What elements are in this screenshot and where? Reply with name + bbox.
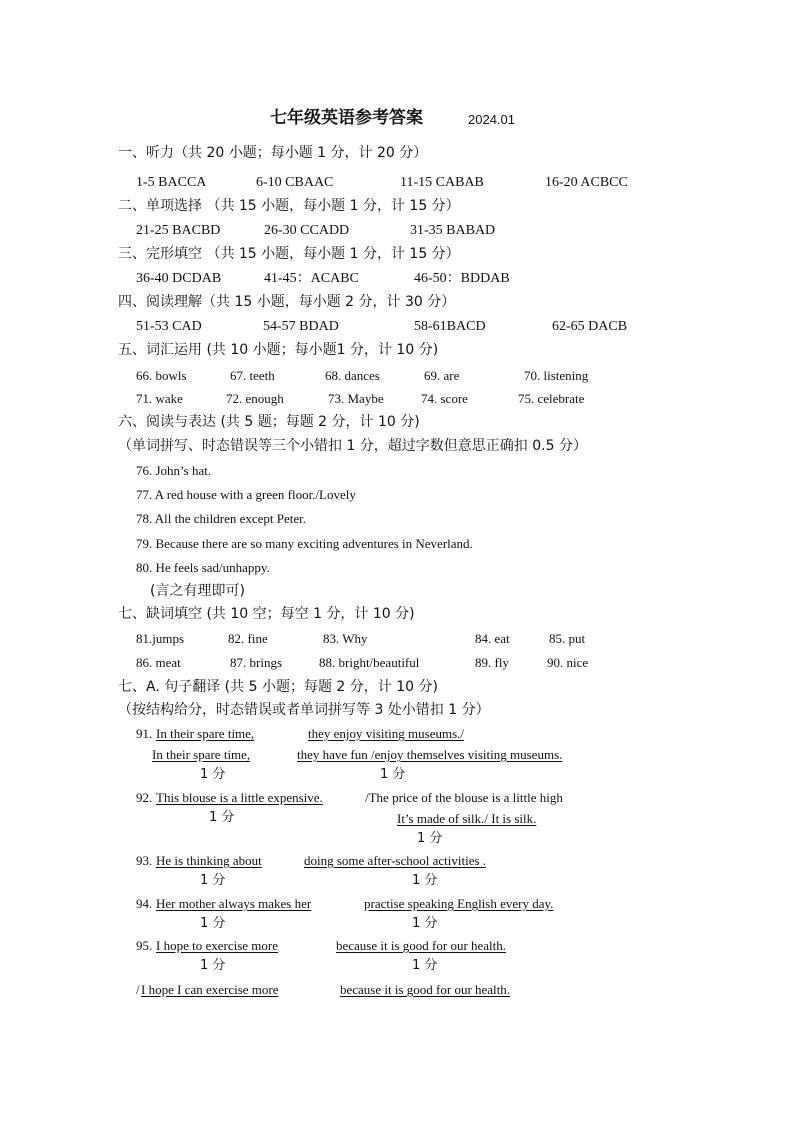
point-label: 1 分 [412, 873, 438, 888]
expression-answer: 79. Because there are so many exciting adventures in Neverland. [136, 536, 473, 551]
answer-group: 26-30 CCADD [264, 223, 350, 238]
answer-group: 58-61BACD [414, 319, 486, 334]
section-heading-listening: 一、听力（共 20 小题；每小题 1 分，计 20 分） [118, 145, 428, 161]
point-label: 1 分 [417, 831, 443, 846]
vocab-answer: 70. listening [524, 368, 589, 383]
section-heading-cloze: 三、完形填空 （共 15 小题，每小题 1 分，计 15 分） [118, 246, 460, 262]
vocab-answer: 74. score [421, 391, 468, 406]
answer-group: 31-35 BABAD [410, 223, 496, 238]
translation-part: In their spare time, [156, 726, 255, 741]
point-label: 1 分 [200, 916, 226, 931]
point-label: 1 分 [412, 916, 438, 931]
translation-part: practise speaking English every day. [364, 896, 554, 911]
answer-group: 46-50：BDDAB [414, 271, 510, 286]
grading-remark: (言之有理即可) [150, 583, 245, 599]
fill-answer: 87. brings [230, 655, 282, 670]
question-number: 94. [136, 896, 153, 911]
translation-part: I hope I can exercise more [141, 982, 279, 997]
vocab-answer: 68. dances [325, 368, 380, 383]
answer-group: 41-45：ACABC [264, 271, 359, 286]
vocab-answer: 73. Maybe [328, 391, 384, 406]
question-number: 95. [136, 938, 153, 953]
point-label: 1 分 [200, 767, 226, 782]
answer-group: 11-15 CABAB [400, 175, 484, 190]
fill-answer: 81.jumps [136, 631, 185, 646]
translation-part: doing some after-school activities . [304, 853, 487, 868]
section-heading-reading: 四、阅读理解（共 15 小题，每小题 2 分，计 30 分） [118, 294, 456, 310]
vocab-answer: 71. wake [136, 391, 183, 406]
question-number: 92. [136, 790, 153, 805]
translation-part: because it is good for our health. [336, 938, 507, 953]
vocab-answer: 69. are [424, 368, 460, 383]
fill-answer: 84. eat [475, 631, 510, 646]
translation-part: Her mother always makes her [156, 896, 312, 911]
fill-answer: 83. Why [323, 631, 368, 646]
fill-answer: 86. meat [136, 655, 181, 670]
question-number: 91. [136, 726, 153, 741]
fill-answer: 89. fly [475, 655, 509, 670]
answer-group: 36-40 DCDAB [136, 271, 222, 286]
grading-note: （单词拼写、时态错误等三个小错扣 1 分，超过字数但意思正确扣 0.5 分） [118, 438, 587, 454]
expression-answer: 80. He feels sad/unhappy. [136, 560, 270, 575]
fill-answer: 82. fine [228, 631, 268, 646]
vocab-answer: 67. teeth [230, 368, 275, 383]
translation-part: they enjoy visiting museums./ [308, 726, 464, 741]
translation-part: In their spare time, [152, 747, 251, 762]
answer-group: 16-20 ACBCC [545, 175, 628, 190]
fill-answer: 85. put [549, 631, 586, 646]
fill-answer: 88. bright/beautiful [319, 655, 420, 670]
translation-part: they have fun /enjoy themselves visiting museums. [297, 747, 563, 762]
answer-group: 54-57 BDAD [263, 319, 339, 334]
fill-answer: 90. nice [547, 655, 589, 670]
translation-part: This blouse is a little expensive. [156, 790, 323, 805]
page-title: 七年级英语参考答案 [270, 108, 423, 128]
point-label: 1 分 [200, 873, 226, 888]
translation-part: I hope to exercise more [156, 938, 279, 953]
point-label: 1 分 [380, 767, 406, 782]
section-heading-translation: 七、A. 句子翻译 (共 5 小题；每题 2 分，计 10 分) [118, 679, 438, 695]
point-label: 1 分 [200, 958, 226, 973]
expression-answer: 76. John’s hat. [136, 463, 212, 478]
answer-group: 6-10 CBAAC [256, 175, 334, 190]
answer-group: 51-53 CAD [136, 319, 202, 334]
translation-part: because it is good for our health. [340, 982, 511, 997]
vocab-answer: 66. bowls [136, 368, 187, 383]
answer-group: 21-25 BACBD [136, 223, 221, 238]
exam-date: 2024.01 [468, 112, 515, 127]
point-label: 1 分 [209, 810, 235, 825]
section-heading-reading-expression: 六、阅读与表达 (共 5 题；每题 2 分，计 10 分) [118, 414, 420, 430]
alt-prefix: / [136, 982, 140, 997]
answer-group: 1-5 BACCA [136, 175, 207, 190]
translation-part: He is thinking about [156, 853, 262, 868]
expression-answer: 78. All the children except Peter. [136, 511, 307, 526]
point-label: 1 分 [412, 958, 438, 973]
expression-answer: 77. A red house with a green floor./Lovely [136, 487, 356, 502]
question-number: 93. [136, 853, 153, 868]
answer-group: 62-65 DACB [552, 319, 628, 334]
vocab-answer: 75. celebrate [518, 391, 585, 406]
section-heading-single-choice: 二、单项选择 （共 15 小题，每小题 1 分，计 15 分） [118, 198, 460, 214]
vocab-answer: 72. enough [226, 391, 284, 406]
translation-part: It’s made of silk./ It is silk. [397, 811, 537, 826]
translation-part: /The price of the blouse is a little high [365, 790, 563, 805]
grading-note: （按结构给分，时态错误或者单词拼写等 3 处小错扣 1 分） [118, 702, 490, 718]
section-heading-vocabulary: 五、词汇运用 (共 10 小题；每小题1 分，计 10 分) [118, 342, 439, 358]
section-heading-word-fill: 七、缺词填空 (共 10 空；每空 1 分，计 10 分) [118, 606, 415, 622]
